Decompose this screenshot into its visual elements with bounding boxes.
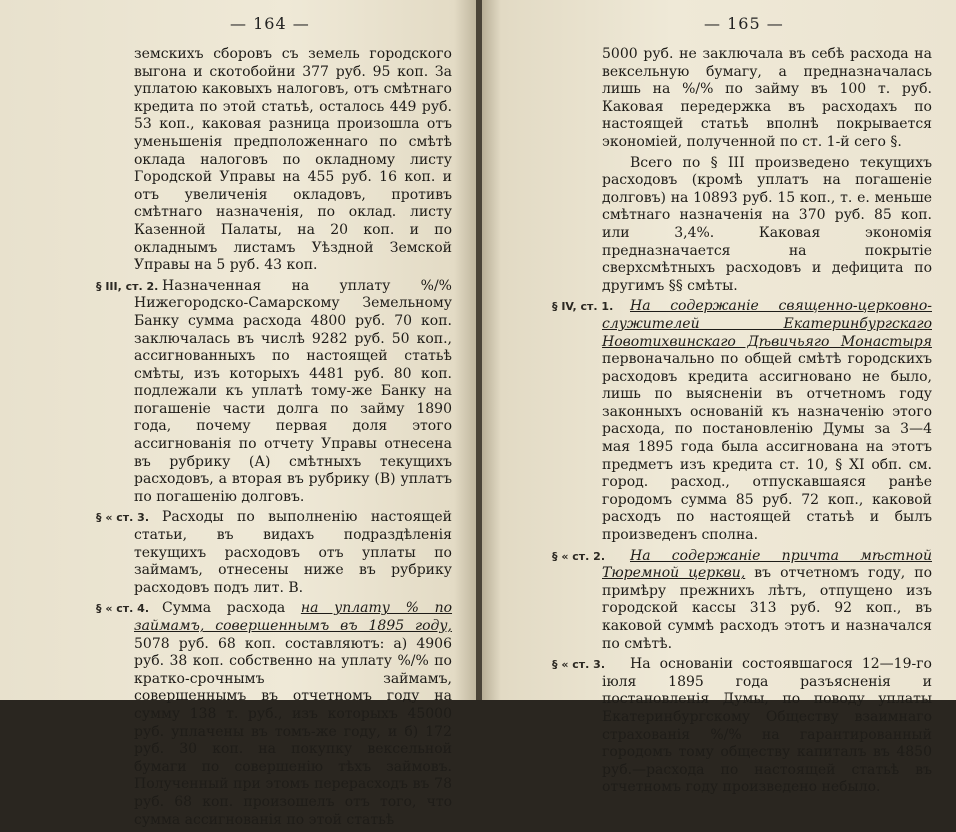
paragraph [552,298,932,544]
paragraph-text: Назначенная на уплату %/% Нижегородско-Самарскому Земельному Банку сумма расхода 4800 руб. 70 коп. заключалась въ числѣ 9282 руб. 50 коп., ассигнованныхъ по настоящей статьѣ смѣты, изъ которыхъ 4481 руб. 80 коп. подлежали къ уплатѣ тому-же Банку на погашеніе части долга по займу 1890 года, почему первая доля этого ассигнованія по отчету Управы отнесена въ рубрику (А) смѣтныхъ текущихъ расходовъ, а вторая въ рубрику (В) уплатъ по погашенію долговъ. [134,277,452,505]
section-mark: § IV, ст. 1. [552,300,614,314]
left-text-column [96,46,453,832]
section-mark: § III, ст. 2. [96,279,159,293]
paragraph-text: Всего по § III произведено текущихъ расходовъ (кромѣ уплатъ на погашеніе долговъ) на 10893 руб. 15 коп., т. е. меньше смѣтнаго назначенія на 370 руб. 85 коп. или 3,4%. Каковая экономія предназначается на покрытіе сверхсмѣтныхъ расходовъ и дефицита по другимъ §§ смѣты. [602,154,932,294]
paragraph [602,46,932,152]
right-text-column [552,46,932,800]
paragraph [602,155,932,296]
page-number-right: — 165 — [704,14,784,33]
section-mark: § « ст. 2. [552,549,606,563]
italic-heading: На содержаніе священно-церковно-служителей Екатеринбургскаго Новотихвинскаго Дѣвичьяго Монастыря [602,298,932,350]
right-page [482,0,956,796]
paragraph-lead: Сумма расхода [162,600,286,617]
italic-heading: На содержаніе причта мѣстной Тюремной церкви, [602,547,932,582]
page-number-left: — 164 — [230,14,310,33]
section-mark: § « ст. 4. [96,602,150,616]
paragraph [96,277,452,507]
paragraph [552,547,932,654]
paragraph [96,600,453,829]
paragraph [134,46,452,275]
paragraph [96,509,452,597]
paragraph-text: первоначально по общей смѣтѣ городскихъ расходовъ кредита ассигновано не было, лишь по выясненіи въ отчетномъ году законныхъ основаній къ назначенію этого расхода, по постановленію Думы за 3—4 мая 1895 года была ассигнована на этотъ предметъ изъ кредита ст. 10, § XI обп. см. город. расход., отпускавшаяся ранѣе городомъ сумма 85 руб. 72 коп., каковой расходъ по настоящей статьѣ и былъ произведенъ сполна. [602,351,932,544]
paragraph-text: На основаніи состоявшагося 12—19-го іюля 1895 года разъясненія и постановленія Думы, по поводу уплаты Екатеринбургскому Обществу взаимнаго страхованія %/% на гарантированный городомъ тому обществу капиталъ въ 4850 руб.—расхода по настоящей статьѣ въ отчетномъ году произведено небыло. [602,656,932,796]
paragraph-text: въ отчетномъ году, по примѣру прежнихъ лѣтъ, отпущено изъ городской кассы 313 руб. 92 коп., въ каковой суммѣ расходъ этотъ и назначался по смѣтѣ. [602,565,932,652]
italic-heading: на уплату % по займамъ, совершеннымъ въ 1895 году, [134,600,453,634]
paragraph-text: 5078 руб. 68 коп. составляютъ: а) 4906 руб. 38 коп. собственно на уплату %/% по кратко-срочнымъ займамъ, совершеннымъ въ отчетномъ году на сумму 138 т. руб., изъ которыхъ 45000 руб. уплачены въ томъ-же году, и б) 172 руб. 30 коп. на покупку вексельной бумаги по совершенію тѣхъ займовъ. Полученный при этомъ перерасходъ въ 78 руб. 68 коп. произошелъ отъ того, что сумма ассигнованія по этой статьѣ [134,635,452,828]
paragraph-text: 5000 руб. не заключала въ себѣ расхода на вексельную бумагу, а предназначалась лишь на %/% по займу въ 100 т. руб. Каковая передержка въ расходахъ по настоящей статьѣ вполнѣ покрывается экономіей, полученной по ст. 1-й сего §. [602,46,932,150]
paragraph [552,656,932,797]
left-page [0,0,478,828]
section-mark: § « ст. 3. [96,511,150,525]
paragraph-text: Расходы по выполненію настоящей статьи, въ видахъ подраздѣленія текущихъ расходовъ отъ уплаты по займамъ, отнесены ниже въ рубрику расходовъ подъ лит. В. [134,509,452,596]
section-mark: § « ст. 3. [552,658,606,672]
paragraph-text: земскихъ сборовъ съ земель городского выгона и скотобойни 377 руб. 95 коп. За уплатою каковыхъ налоговъ, отъ смѣтнаго кредита по этой статьѣ, осталось 449 руб. 53 коп., каковая разница произошла отъ уменьшенія предположеннаго по смѣтѣ оклада налоговъ по окладному листу Городской Управы на 455 руб. 16 коп. и отъ увеличенія окладовъ, противъ смѣтнаго назначенія, по оклад. листу Казенной Палаты, на 20 коп. и по окладнымъ листамъ Уѣздной Земской Управы на 5 руб. 43 коп. [134,46,452,274]
